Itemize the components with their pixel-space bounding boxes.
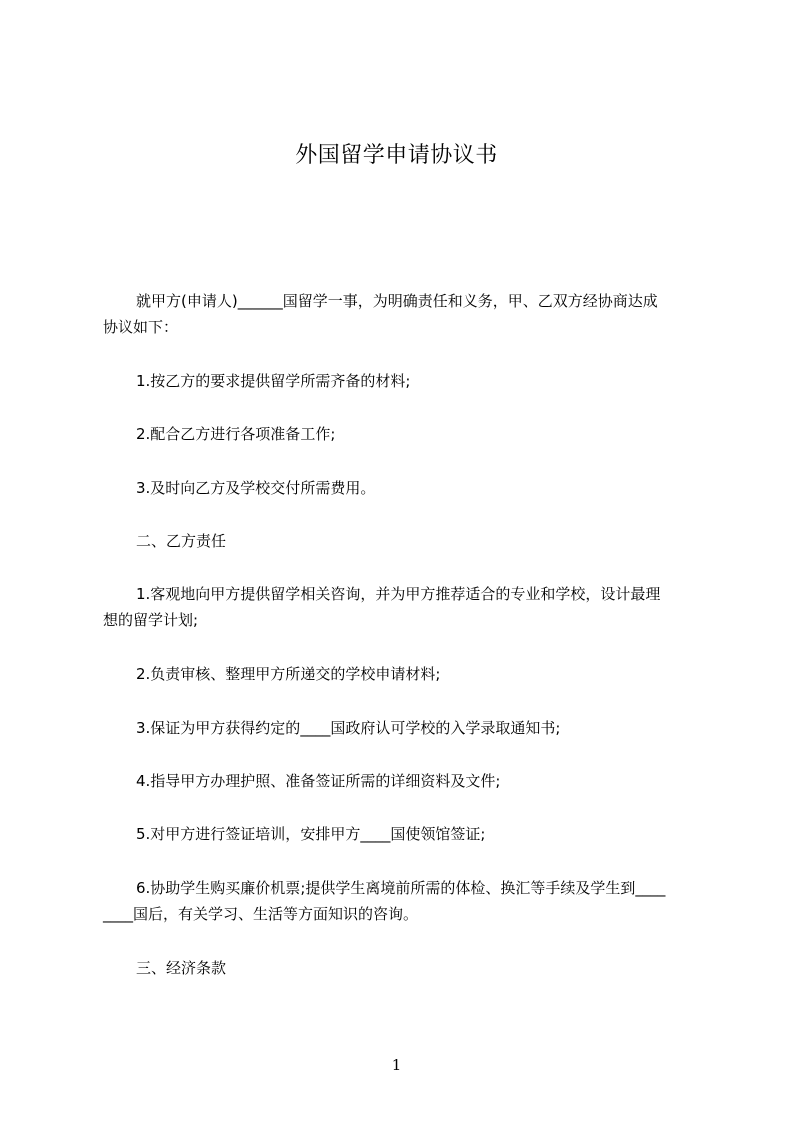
section-three-heading: 三、经济条款 <box>136 959 227 977</box>
page-number: 1 <box>391 1056 402 1074</box>
section-two-heading: 二、乙方责任 <box>136 532 227 550</box>
intro-line-1: 就甲方(申请人)______国留学一事，为明确责任和义务，甲、乙双方经协商达成 <box>136 292 658 310</box>
intro-paragraph <box>103 288 701 340</box>
party-a-item-3: 3.及时向乙方及学校交付所需费用。 <box>136 479 376 497</box>
party-b-item-6-line-2: ____国后，有关学习、生活等方面知识的咨询。 <box>103 905 419 923</box>
party-b-item-3: 3.保证为甲方获得约定的____国政府认可学校的入学录取通知书; <box>136 719 561 737</box>
party-b-item-5: 5.对甲方进行签证培训，安排甲方____国使领馆签证; <box>136 825 486 843</box>
document-title: 外国留学申请协议书 <box>295 143 498 168</box>
party-b-item-1-line-2: 想的留学计划; <box>103 611 199 629</box>
party-a-item-2: 2.配合乙方进行各项准备工作; <box>136 425 336 443</box>
party-a-item-1: 1.按乙方的要求提供留学所需齐备的材料; <box>136 372 411 390</box>
party-b-item-1 <box>103 581 701 633</box>
party-b-item-2: 2.负责审核、整理甲方所递交的学校申请材料; <box>136 665 441 683</box>
party-b-item-1-line-1: 1.客观地向甲方提供留学相关咨询，并为甲方推荐适合的专业和学校，设计最理 <box>136 585 661 603</box>
party-b-item-6 <box>103 875 701 927</box>
intro-line-2: 协议如下： <box>103 318 179 336</box>
party-b-item-4: 4.指导甲方办理护照、准备签证所需的详细资料及文件; <box>136 772 501 790</box>
party-b-item-6-line-1: 6.协助学生购买廉价机票;提供学生离境前所需的体检、换汇等手续及学生到____ <box>136 879 666 897</box>
